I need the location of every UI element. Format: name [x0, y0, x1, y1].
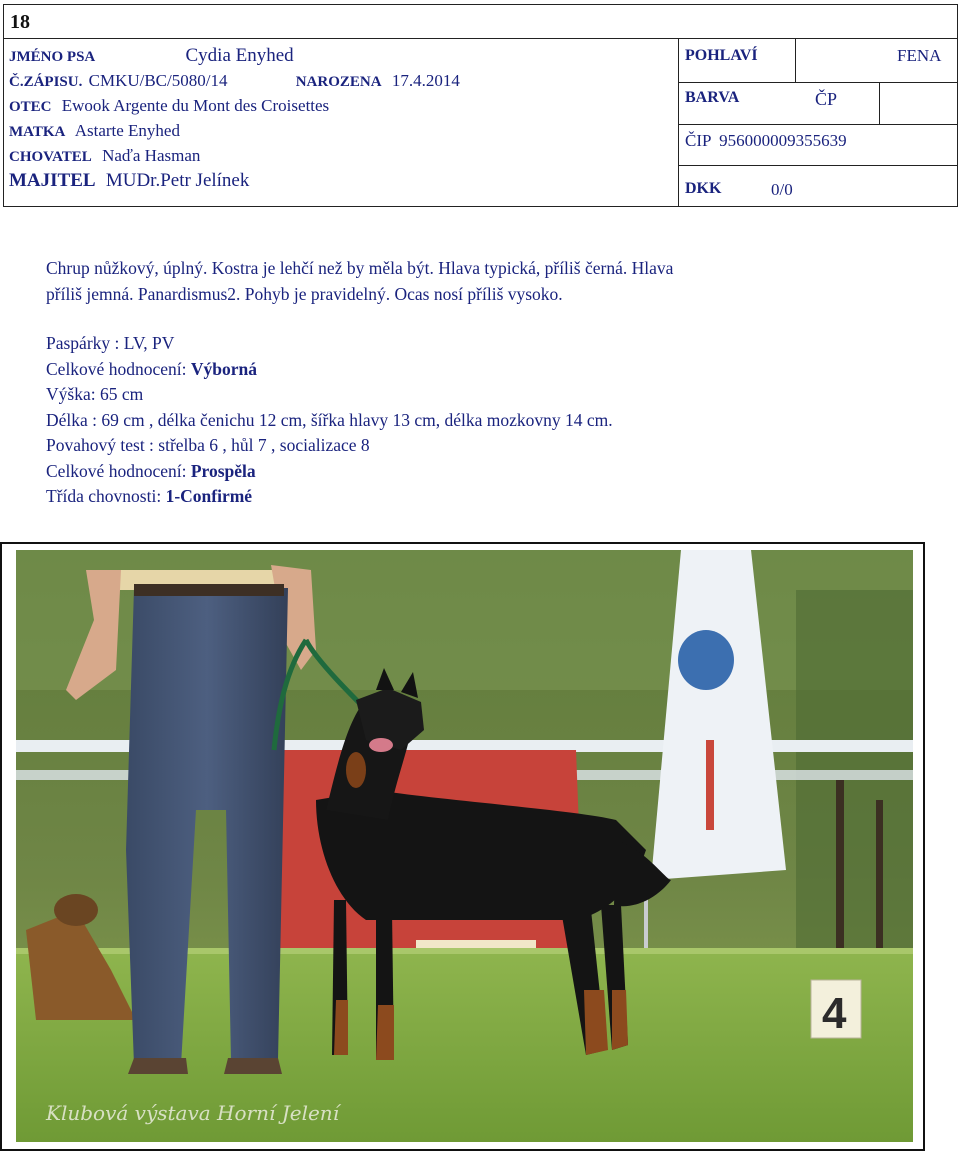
- color-label: BARVA: [685, 89, 740, 106]
- handler-right-shoe: [224, 1058, 282, 1074]
- mother-label: MATKA: [9, 124, 66, 140]
- row-divider-2: [679, 124, 957, 125]
- name-label: JMÉNO PSA: [9, 49, 96, 65]
- assessment-text: [46, 256, 906, 510]
- chip-value: 956000009355639: [719, 131, 847, 150]
- father-row: [9, 96, 329, 116]
- dkk-label: DKK: [685, 180, 722, 197]
- dkk-value: 0/0: [771, 180, 793, 199]
- photo-watermark: Klubová výstava Horní Jelení: [46, 1101, 340, 1125]
- father-name: Ewook Argente du Mont des Croisettes: [61, 96, 330, 115]
- row-divider-3: [679, 165, 957, 166]
- dog-info-left: [4, 39, 679, 206]
- dog-info-table: [3, 38, 958, 207]
- mother-name: Astarte Enyhed: [74, 121, 180, 140]
- ring-number: 4: [822, 989, 847, 1038]
- breeder-row: [9, 146, 200, 166]
- color-divider: [879, 82, 880, 124]
- overall-rating-2-value: Prospěla: [190, 460, 256, 481]
- breeder-name: Naďa Hasman: [102, 146, 201, 165]
- description-line-1: Chrup nůžkový, úplný. Kostra je lehčí než by měla být. Hlava typická, příliš černá. Hlava: [46, 258, 674, 278]
- row-divider-1: [679, 82, 957, 83]
- chip-row: [685, 131, 847, 151]
- overall-rating-1-label: Celkové hodnocení:: [46, 358, 187, 379]
- born-date: 17.4.2014: [391, 71, 460, 90]
- father-label: OTEC: [9, 99, 52, 115]
- description-line-2: příliš jemná. Panardismus2. Pohyb je pravidelný. Ocas nosí příliš vysoko.: [46, 283, 563, 304]
- dog-photo: [16, 550, 913, 1142]
- name-row: [9, 45, 294, 67]
- dog-photo-frame: [0, 542, 925, 1151]
- lengths-line: Délka : 69 cm , délka čenichu 12 cm, šířka hlavy 13 cm, délka mozkovny 14 cm.: [46, 409, 613, 430]
- sex-value: FENA: [897, 46, 942, 65]
- breeder-label: CHOVATEL: [9, 149, 92, 165]
- overall-rating-1: [46, 357, 906, 383]
- chip-label: ČIP: [685, 131, 711, 150]
- overall-rating-2-label: Celkové hodnocení:: [46, 460, 187, 481]
- reg-number: CMKU/BC/5080/14: [88, 71, 228, 90]
- reg-label: Č.ZÁPISU.: [9, 74, 83, 90]
- overall-rating-1-value: Výborná: [190, 358, 257, 379]
- sex-divider: [795, 39, 796, 82]
- color-value: ČP: [815, 89, 838, 109]
- handler-left-shoe: [128, 1058, 188, 1074]
- breeding-class: [46, 484, 906, 510]
- dewclaws-line: Paspárky : LV, PV: [46, 333, 175, 353]
- handler-belt: [134, 584, 284, 596]
- breeding-class-value: 1-Confirmé: [165, 486, 253, 506]
- owner-label: MAJITEL: [9, 170, 96, 191]
- entry-number-row: [3, 4, 958, 38]
- entry-number: 18: [10, 11, 30, 33]
- mother-row: [9, 121, 180, 141]
- temperament-line: Povahový test : střelba 6 , hůl 7 , socializace 8: [46, 435, 370, 455]
- height-line: Výška: 65 cm: [46, 384, 144, 404]
- reg-row: [9, 71, 460, 91]
- dog-name: Cydia Enyhed: [185, 45, 294, 66]
- owner-name: MUDr.Petr Jelínek: [105, 170, 250, 191]
- owner-row: [9, 170, 249, 192]
- born-label: NAROZENA: [295, 74, 382, 90]
- breeding-class-label: Třída chovnosti:: [46, 486, 162, 506]
- dog-info-right: [679, 39, 957, 206]
- overall-rating-2: [46, 459, 906, 485]
- sex-label: POHLAVÍ: [685, 47, 758, 64]
